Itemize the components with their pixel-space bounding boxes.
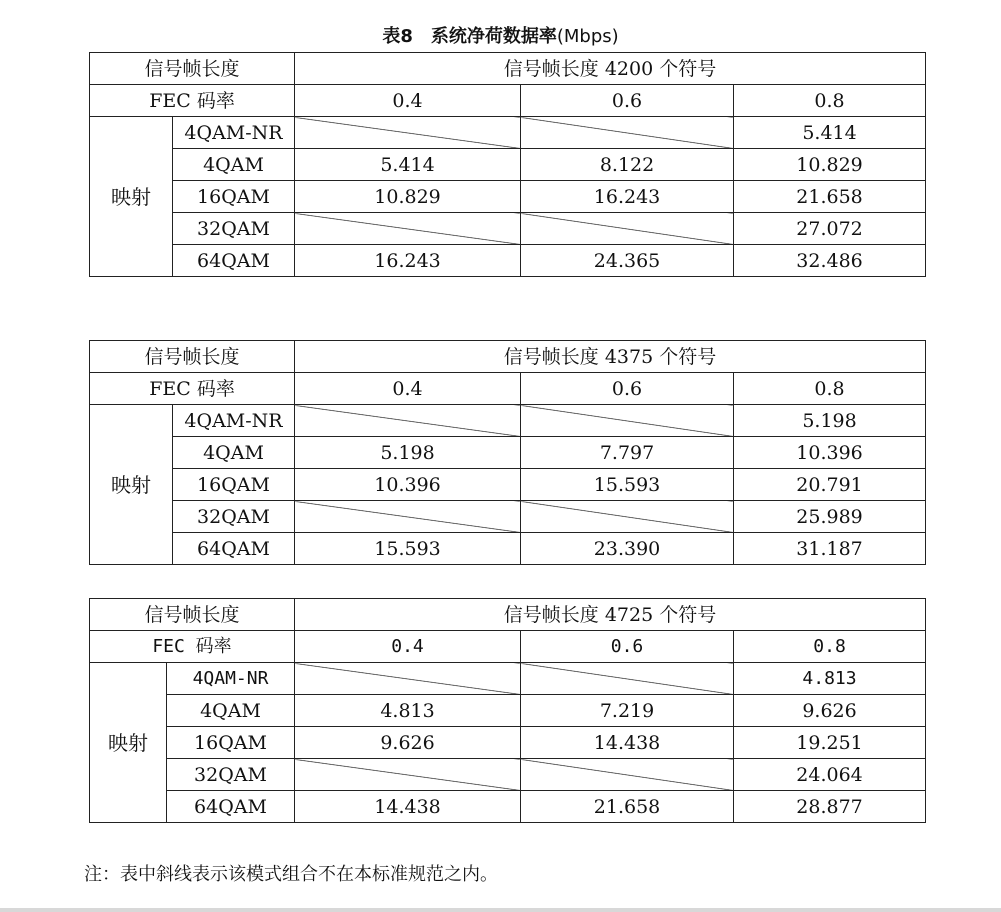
table-row	[90, 85, 926, 117]
table-row	[90, 437, 926, 469]
value-cell: 10.829	[295, 181, 521, 213]
mapping-label: 映射	[90, 663, 167, 823]
not-applicable-cell	[295, 663, 521, 695]
table-row	[90, 149, 926, 181]
modulation-cell: 4QAM	[173, 149, 295, 181]
value-cell: 9.626	[295, 727, 521, 759]
value-cell: 21.658	[521, 791, 734, 823]
value-cell: 10.396	[734, 437, 926, 469]
not-applicable-cell	[521, 213, 734, 245]
data-rate-table-4375	[89, 340, 926, 565]
data-rate-table-4200	[89, 52, 926, 277]
fec-08: 0.8	[734, 85, 926, 117]
frame-length-label: 信号帧长度	[90, 341, 295, 373]
fec-rate-label: FEC 码率	[90, 631, 295, 663]
not-applicable-cell	[295, 213, 521, 245]
frame-length-label: 信号帧长度	[90, 599, 295, 631]
modulation-cell: 4QAM-NR	[167, 663, 295, 695]
table-row	[90, 373, 926, 405]
modulation-cell: 64QAM	[173, 533, 295, 565]
page-bottom-edge	[0, 908, 1001, 912]
value-cell: 4.813	[295, 695, 521, 727]
not-applicable-cell	[521, 405, 734, 437]
value-cell: 24.064	[734, 759, 926, 791]
not-applicable-cell	[521, 501, 734, 533]
value-cell: 24.365	[521, 245, 734, 277]
modulation-cell: 64QAM	[173, 245, 295, 277]
not-applicable-cell	[521, 759, 734, 791]
value-cell: 5.198	[295, 437, 521, 469]
table-row	[90, 117, 926, 149]
table-row	[90, 213, 926, 245]
table-row	[90, 181, 926, 213]
table-row	[90, 599, 926, 631]
mapping-label: 映射	[90, 117, 173, 277]
table-row	[90, 631, 926, 663]
table-row	[90, 759, 926, 791]
table-row	[90, 501, 926, 533]
fec-08: 0.8	[734, 631, 926, 663]
modulation-cell: 16QAM	[167, 727, 295, 759]
value-cell: 8.122	[521, 149, 734, 181]
modulation-cell: 16QAM	[173, 181, 295, 213]
modulation-cell: 64QAM	[167, 791, 295, 823]
modulation-cell: 4QAM-NR	[173, 405, 295, 437]
fec-06: 0.6	[521, 373, 734, 405]
value-cell: 5.414	[734, 117, 926, 149]
value-cell: 23.390	[521, 533, 734, 565]
value-cell: 7.797	[521, 437, 734, 469]
table-row	[90, 53, 926, 85]
value-cell: 28.877	[734, 791, 926, 823]
modulation-cell: 4QAM	[173, 437, 295, 469]
modulation-cell: 32QAM	[173, 501, 295, 533]
table-title: 表8 系统净荷数据率(Mbps)	[382, 26, 619, 47]
table-row	[90, 727, 926, 759]
fec-04: 0.4	[295, 373, 521, 405]
table-row	[90, 791, 926, 823]
value-cell: 14.438	[295, 791, 521, 823]
mapping-label: 映射	[90, 405, 173, 565]
modulation-cell: 4QAM-NR	[173, 117, 295, 149]
fec-04: 0.4	[295, 85, 521, 117]
fec-06: 0.6	[521, 85, 734, 117]
table-row	[90, 695, 926, 727]
value-cell: 25.989	[734, 501, 926, 533]
data-rate-table-4725	[89, 598, 926, 823]
fec-06: 0.6	[521, 631, 734, 663]
value-cell: 10.829	[734, 149, 926, 181]
table-row	[90, 245, 926, 277]
footnote: 注：表中斜线表示该模式组合不在本标准规范之内。	[84, 864, 498, 885]
modulation-cell: 4QAM	[167, 695, 295, 727]
frame-length-header: 信号帧长度 4725 个符号	[295, 599, 926, 631]
value-cell: 7.219	[521, 695, 734, 727]
fec-08: 0.8	[734, 373, 926, 405]
value-cell: 15.593	[521, 469, 734, 501]
table-row	[90, 663, 926, 695]
table-row	[90, 533, 926, 565]
value-cell: 21.658	[734, 181, 926, 213]
value-cell: 16.243	[521, 181, 734, 213]
table-row	[90, 341, 926, 373]
frame-length-header: 信号帧长度 4375 个符号	[295, 341, 926, 373]
value-cell: 5.198	[734, 405, 926, 437]
value-cell: 14.438	[521, 727, 734, 759]
not-applicable-cell	[295, 501, 521, 533]
value-cell: 31.187	[734, 533, 926, 565]
value-cell: 19.251	[734, 727, 926, 759]
table-row	[90, 405, 926, 437]
value-cell: 9.626	[734, 695, 926, 727]
not-applicable-cell	[521, 117, 734, 149]
modulation-cell: 32QAM	[173, 213, 295, 245]
fec-rate-label: FEC 码率	[90, 85, 295, 117]
not-applicable-cell	[295, 117, 521, 149]
modulation-cell: 16QAM	[173, 469, 295, 501]
fec-rate-label: FEC 码率	[90, 373, 295, 405]
not-applicable-cell	[521, 663, 734, 695]
not-applicable-cell	[295, 405, 521, 437]
value-cell: 16.243	[295, 245, 521, 277]
value-cell: 4.813	[734, 663, 926, 695]
value-cell: 5.414	[295, 149, 521, 181]
frame-length-label: 信号帧长度	[90, 53, 295, 85]
value-cell: 20.791	[734, 469, 926, 501]
value-cell: 10.396	[295, 469, 521, 501]
not-applicable-cell	[295, 759, 521, 791]
value-cell: 15.593	[295, 533, 521, 565]
table-row	[90, 469, 926, 501]
modulation-cell: 32QAM	[167, 759, 295, 791]
fec-04: 0.4	[295, 631, 521, 663]
value-cell: 27.072	[734, 213, 926, 245]
value-cell: 32.486	[734, 245, 926, 277]
frame-length-header: 信号帧长度 4200 个符号	[295, 53, 926, 85]
